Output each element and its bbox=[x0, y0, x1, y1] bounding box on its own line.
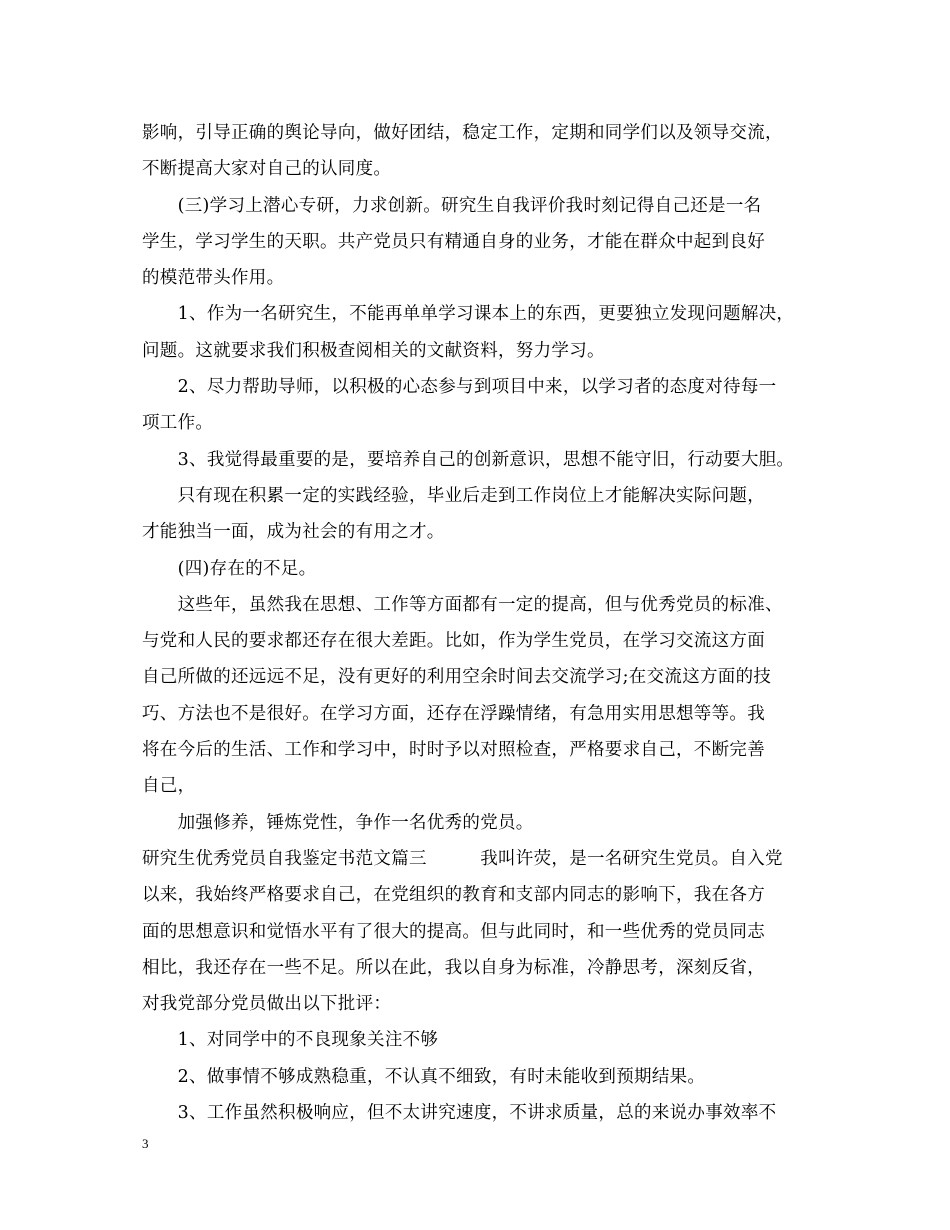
text-line: 1、作为一名研究生，不能再单单学习课本上的东西，更要独立发现问题解决， bbox=[142, 304, 795, 325]
text-line: 与党和人民的要求都还存在很大差距。比如，作为学生党员，在学习交流这方面 bbox=[142, 631, 765, 652]
text-line: 相比，我还存在一些不足。所以在此，我以自身为标准，冷静思考，深刻反省， bbox=[142, 957, 765, 978]
text-line: 学生，学习学生的天职。共产党员只有精通自身的业务，才能在群众中起到良好 bbox=[142, 231, 765, 252]
text-line: 的模范带头作用。 bbox=[142, 268, 285, 289]
page-number: 3 bbox=[142, 1136, 149, 1151]
text-line: 项工作。 bbox=[142, 413, 214, 434]
text-line: 巧、方法也不是很好。在学习方面，还存在浮躁情绪，有急用实用思想等等。我 bbox=[142, 703, 765, 724]
text-line: 问题。这就要求我们积极查阅相关的文献资料，努力学习。 bbox=[142, 340, 605, 361]
text-line: 以来，我始终严格要求自己，在党组织的教育和支部内同志的影响下，我在各方 bbox=[142, 885, 765, 906]
text-line: 将在今后的生活、工作和学习中，时时予以对照检查，严格要求自己，不断完善 bbox=[142, 740, 765, 761]
text-line: 2、尽力帮助导师，以积极的心态参与到项目中来，以学习者的态度对待每一 bbox=[142, 377, 777, 398]
text-line: 自己， bbox=[142, 776, 196, 797]
text-line: 3、工作虽然积极响应，但不太讲究速度，不讲求质量，总的来说办事效率不 bbox=[142, 1103, 777, 1124]
text-line: 才能独当一面，成为社会的有用之才。 bbox=[142, 522, 445, 543]
text-line: (四)存在的不足。 bbox=[142, 558, 317, 579]
text-line: 这些年，虽然我在思想、工作等方面都有一定的提高，但与优秀党员的标准、 bbox=[142, 594, 783, 615]
text-line: 1、对同学中的不良现象关注不够 bbox=[142, 1030, 439, 1051]
text-line: 自己所做的还远远不足，没有更好的利用空余时间去交流学习;在交流这方面的技 bbox=[142, 667, 772, 688]
text-line: 对我党部分党员做出以下批评： bbox=[142, 994, 392, 1015]
text-line: 3、我觉得最重要的是，要培养自己的创新意识，思想不能守旧，行动要大胆。 bbox=[142, 449, 795, 470]
text-line: 面的思想意识和觉悟水平有了很大的提高。但与此同时，和一些优秀的党员同志 bbox=[142, 921, 765, 942]
text-line: 只有现在积累一定的实践经验，毕业后走到工作岗位上才能解决实际问题， bbox=[142, 485, 765, 506]
text-line: 2、做事情不够成熟稳重，不认真不细致，有时未能收到预期结果。 bbox=[142, 1066, 706, 1087]
document-body bbox=[142, 115, 822, 1131]
text-line: 加强修养，锤炼党性，争作一名优秀的党员。 bbox=[142, 812, 534, 833]
text-line: (三)学习上潜心专研，力求创新。研究生自我评价我时刻记得自己还是一名 bbox=[142, 195, 762, 216]
text-line: 研究生优秀党员自我鉴定书范文篇三 我叫许荧，是一名研究生党员。自入党 bbox=[142, 848, 783, 869]
text-line: 影响，引导正确的舆论导向，做好团结，稳定工作，定期和同学们以及领导交流， bbox=[142, 123, 783, 143]
text-line: 不断提高大家对自己的认同度。 bbox=[142, 159, 392, 180]
